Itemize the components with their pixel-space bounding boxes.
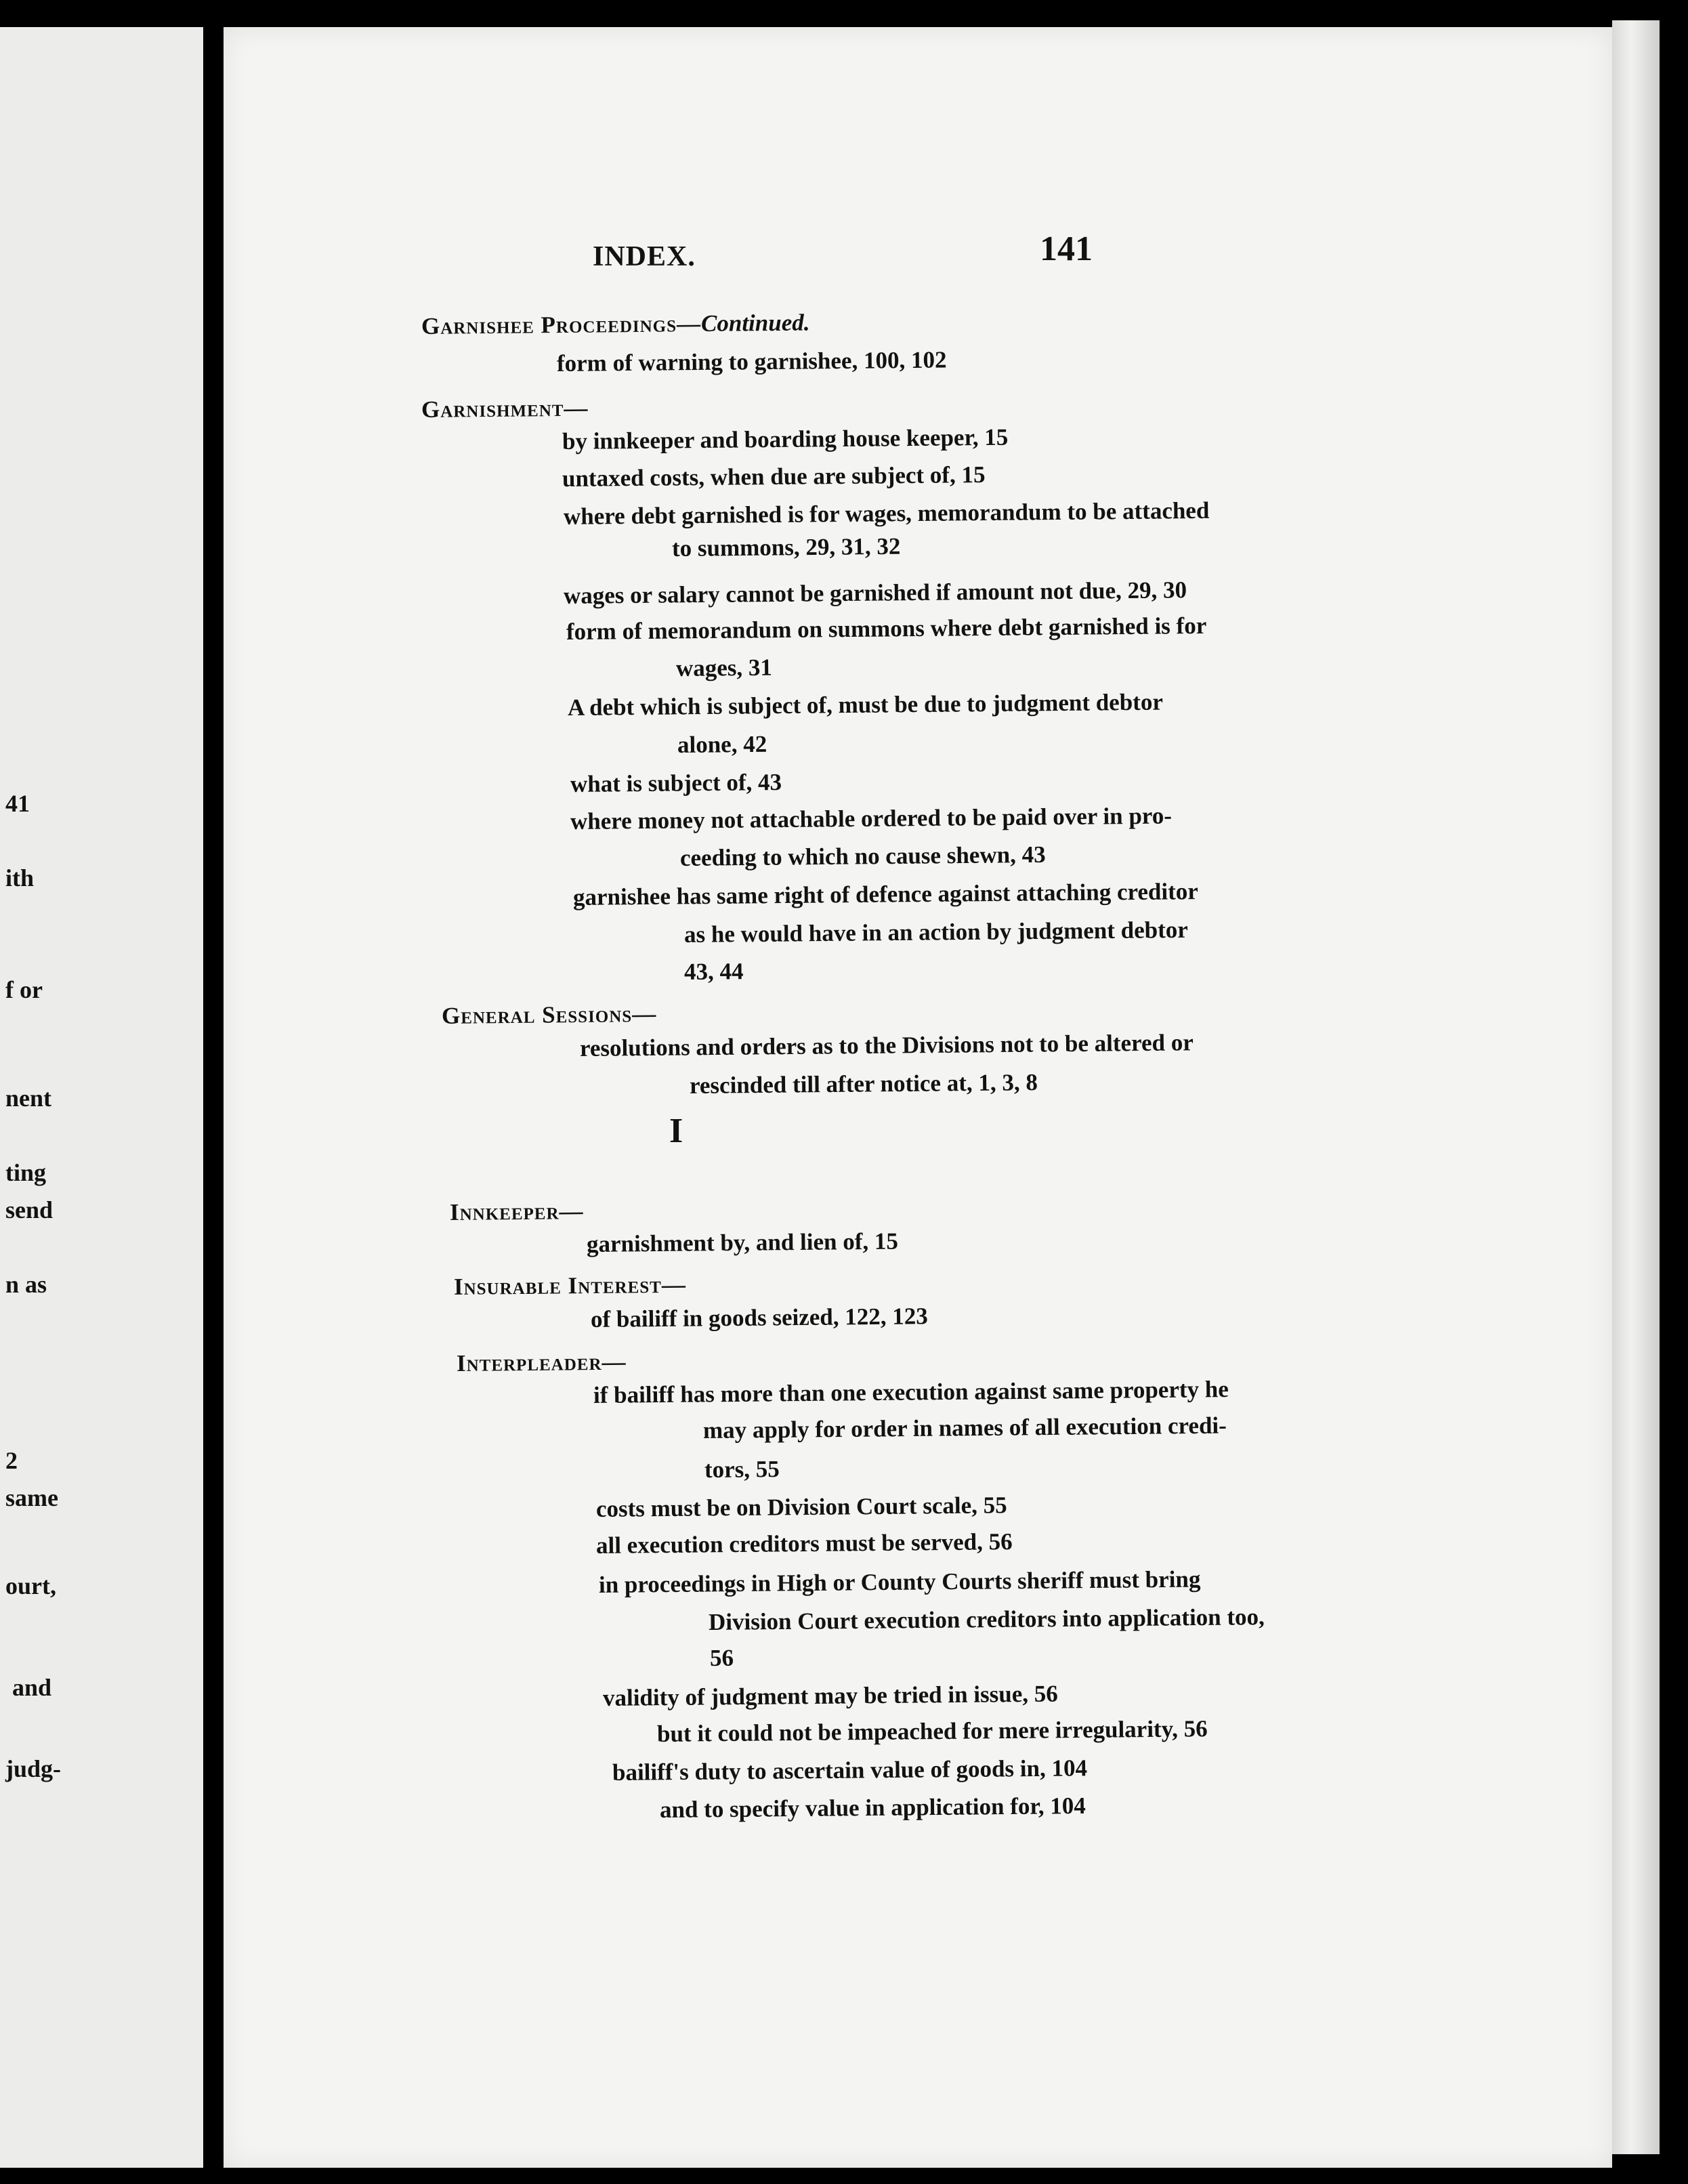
index-subentry: all execution creditors must be served, 56 (595, 1528, 1013, 1559)
facing-page-text: and (12, 1674, 52, 1701)
index-heading: General Sessions— (441, 1000, 657, 1029)
index-continuation: as he would have in an action by judgment debtor (683, 916, 1189, 948)
index-subentry: bailiff's duty to ascertain value of goods in, 104 (612, 1755, 1088, 1786)
index-subentry: of bailiff in goods seized, 122, 123 (590, 1303, 928, 1332)
index-subentry: untaxed costs, when due are subject of, 15 (562, 461, 986, 492)
index-subentry: and to specify value in application for, 104 (659, 1792, 1086, 1823)
running-head: INDEX. (593, 241, 696, 272)
index-subentry: if bailiff has more than one execution against same property he (593, 1375, 1229, 1408)
index-continuation: 43, 44 (683, 958, 744, 985)
facing-page-text: ith (5, 864, 35, 891)
index-subentry: garnishee has same right of defence against attaching creditor (572, 878, 1198, 910)
index-subentry: what is subject of, 43 (570, 769, 782, 797)
facing-page-text: judg- (5, 1755, 62, 1782)
index-subentry: costs must be on Division Court scale, 55 (595, 1492, 1007, 1522)
index-subentry: validity of judgment may be tried in issue, 56 (602, 1680, 1058, 1711)
index-heading: Insurable Interest— (453, 1271, 687, 1300)
facing-page-text: 41 (5, 790, 30, 817)
index-subentry: where debt garnished is for wages, memorandum to be attached (563, 497, 1210, 530)
index-continuation: Division Court execution creditors into application too, (708, 1603, 1265, 1635)
index-subentry: in proceedings in High or County Courts sheriff must bring (598, 1566, 1201, 1598)
index-heading: Garnishment— (421, 394, 589, 423)
index-continuation: ceeding to which no cause shewn, 43 (679, 841, 1046, 871)
index-subentry: A debt which is subject of, must be due to judgment debtor (567, 688, 1164, 721)
facing-page-text: ting (5, 1159, 47, 1186)
section-letter: I (669, 1112, 683, 1150)
page-edge (1612, 20, 1660, 2154)
index-heading: Interpleader— (456, 1348, 627, 1377)
facing-page-text: same (5, 1484, 58, 1511)
index-subentry: by innkeeper and boarding house keeper, 15 (562, 423, 1009, 455)
facing-page-text: 2 (5, 1447, 18, 1474)
index-continuation: alone, 42 (677, 730, 767, 758)
index-subentry: garnishment by, and lien of, 15 (586, 1227, 899, 1257)
page-number: 141 (1040, 230, 1093, 268)
continued-label: Continued. (700, 309, 810, 337)
facing-page-text: send (5, 1196, 54, 1223)
index-continuation: wages, 31 (675, 654, 773, 681)
index-heading: Innkeeper— (449, 1198, 584, 1225)
index-heading: Garnishee Proceedings—Continued. (421, 309, 810, 339)
facing-page-fragment (0, 27, 203, 2168)
index-subentry: where money not attachable ordered to be paid over in pro- (570, 802, 1173, 835)
facing-page-text: n as (5, 1271, 47, 1298)
index-continuation: tors, 55 (704, 1455, 780, 1483)
index-continuation: 56 (709, 1644, 734, 1671)
index-continuation: rescinded till after notice at, 1, 3, 8 (689, 1069, 1038, 1099)
facing-page-text: ourt, (5, 1572, 56, 1599)
index-subentry: form of warning to garnishee, 100, 102 (556, 346, 947, 377)
index-subentry: form of memorandum on summons where debt garnished is for (566, 612, 1207, 645)
index-continuation: may apply for order in names of all execution credi- (702, 1412, 1227, 1444)
facing-page-text: f or (5, 976, 43, 1003)
index-subentry: wages or salary cannot be garnished if amount not due, 29, 30 (563, 576, 1187, 609)
index-continuation: to summons, 29, 31, 32 (671, 532, 901, 562)
index-subentry: but it could not be impeached for mere irregularity, 56 (656, 1715, 1208, 1747)
facing-page-text: nent (5, 1085, 52, 1112)
index-subentry: resolutions and orders as to the Divisions not to be altered or (579, 1029, 1194, 1062)
